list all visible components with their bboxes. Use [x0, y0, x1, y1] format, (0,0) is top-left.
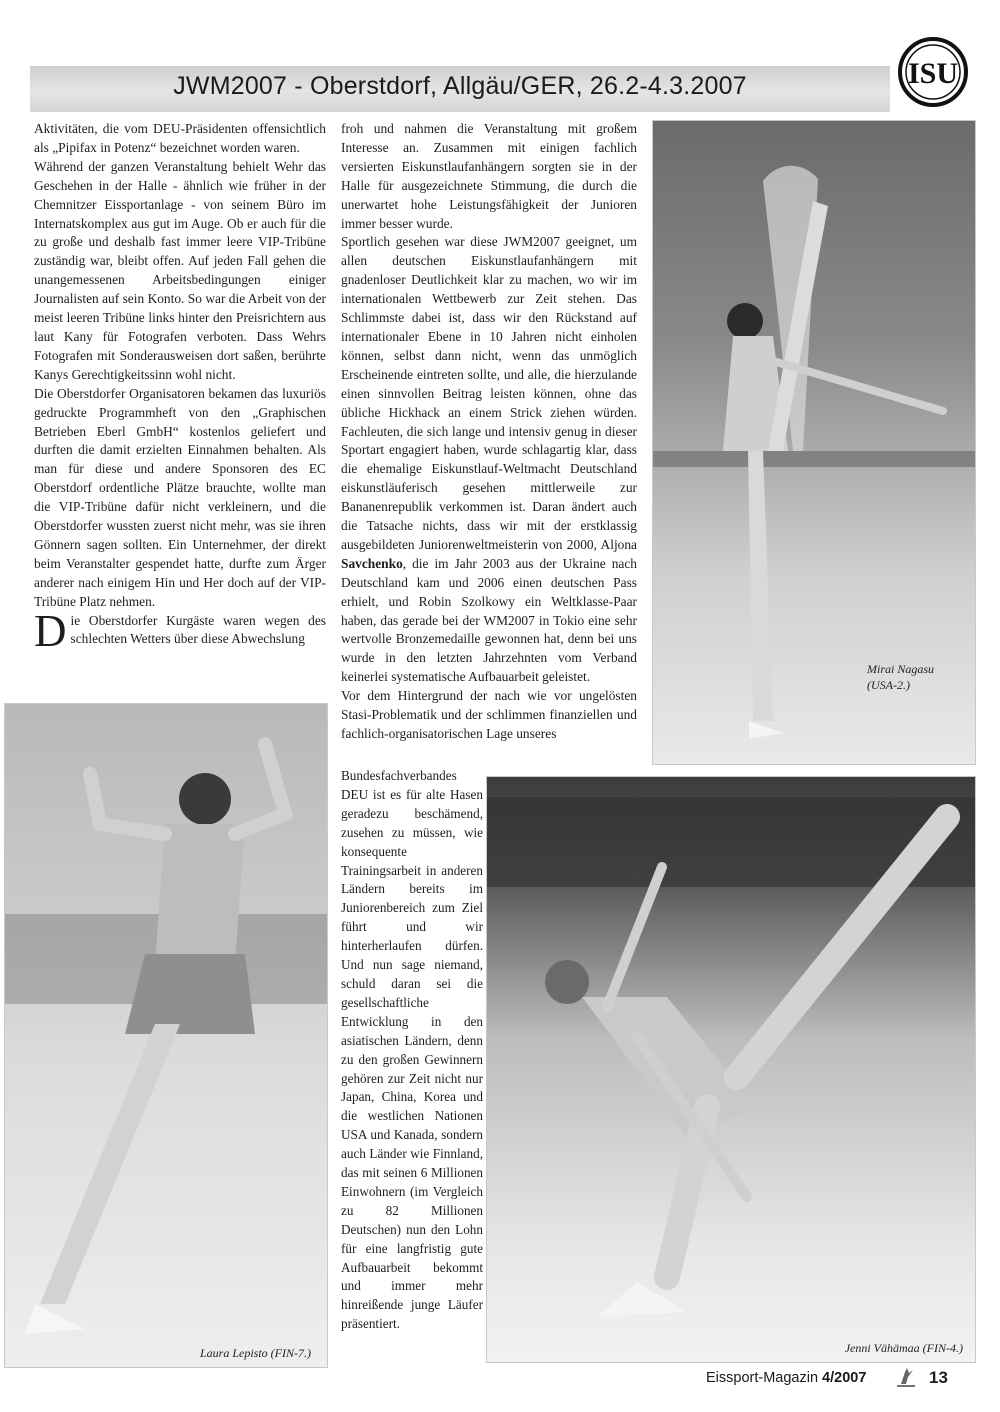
paragraph — [341, 233, 637, 687]
drop-cap: D — [34, 605, 67, 656]
skater-silhouette-icon — [487, 777, 975, 1362]
article-column-1 — [34, 120, 326, 656]
paragraph: Vor dem Hintergrund der nach wie vor ungelösten Stasi-Problematik und der schlimmen finanziellen und fachlich-organisatorischen Lage unseres — [341, 688, 637, 741]
paragraph: Bundesfachverbandes DEU ist es für alte Hasen geradezu beschämend, zusehen zu müssen, wie konsequente Trainingsarbeit in anderen Ländern bereits im Juniorenbereich zum Ziel führt und wir hinterherlaufen dürfen. Und nun sage niemand, schuld daran sei die gesellschaftliche Entwicklung in den asiatischen Ländern, denn zu den großen Gewinnern gehören zur Zeit nicht nur Japan, China, Korea und die westlichen Nationen USA und Kanada, sondern auch Länder wie Finnland, das mit seinen 6 Millionen Einwohnern (im Vergleich zu 82 Millionen Deutschen) nun den Lohn für eine langfristig gute Aufbauarbeit bekommt und immer mehr hinreißende junge Läufer präsentiert. — [341, 768, 483, 1332]
paragraph-text: , die im Jahr 2003 aus der Ukraine nach Deutschland kam und 2006 einen deutschen Pass erhielt, und Robin Szolkowy ein Weltklasse-Paar haben, das gerade bei der WM2007 in Tokio eine sehr wertvolle Bronzemedaille gewonnen hat, denn bei uns wurde in den letzten Jahrzehnten vom Verband keinerlei systematische Aufbauarbeit geleistet. — [341, 555, 637, 685]
photo-laura-lepisto — [4, 703, 328, 1368]
isu-logo-icon — [897, 36, 969, 108]
paragraph: Die Oberstdorfer Organisatoren bekamen das luxuriös gedruckte Programmheft von den „Graphischen Betrieben Eberl GmbH“ kostenlos geliefert und durften die damit erzielten Einnahmen behalten. Als man für diese und andere Sponsoren des EC Oberstdorf ordentliche Plätze brauchte, wollte man die VIP-Tribüne dafür nicht verkleinern, und die Oberstdorfer wussten zuerst nicht mehr, was sie ihren Gönnern sagen sollten. Ein Unternehmer, der direkt beim Veranstalter gespendet hatte, durfte zum Ärger anderer nach einigem Hin und Her doch auf der VIP-Tribüne Platz nehmen. — [34, 385, 326, 609]
caption-rank: (USA-2.) — [867, 678, 910, 692]
photo-jenni-vahamaa — [486, 776, 976, 1363]
article-column-3 — [341, 767, 483, 1334]
skater-logo-icon — [893, 1364, 919, 1390]
article-column-2 — [341, 120, 637, 744]
paragraph: Aktivitäten, die vom DEU-Präsidenten offensichtlich als „Pipifax in Potenz“ bezeichnet worden waren. — [34, 121, 326, 155]
caption-laura: Laura Lepisto (FIN-7.) — [200, 1346, 311, 1360]
paragraph-text: Sportlich gesehen war diese JWM2007 geeignet, um allen deutschen Eiskunstlaufanhängern mit gnadenloser Deutlichkeit klar zu machen, wo wir im internationalen Wettbewerb zur Zeit stehen. Das Schlimmste dabei ist, dass wir den Rückstand auf internationaler Ebene in 10 Jahren nicht einholen können, selbst dann nicht, wenn das unmöglich Erscheinende eintreten sollte, und alle, die hierzulande einen sinnvollen Beitrag leisten können, ohne das übliche Hickhack an einem Strick ziehen würden. Fachleuten, die sich lange und intensiv genug in dieser Sportart engagiert haben, wurde schlagartig klar, dass die ehemalige Eiskunstlauf-Weltmacht Deutschland eiskunstläuferisch gesehen mittlerweile zur Bananenrepublik verkommen ist. Daran ändert auch die Tatsache nichts, dass wir mit der erstklassig ausgebildeten Juniorenweltmeisterin von 2000, Aljona — [341, 234, 637, 552]
skater-silhouette-icon — [5, 704, 327, 1367]
bold-name: Savchenko — [341, 555, 403, 571]
caption-jenni: Jenni Vähämaa (FIN-4.) — [844, 1341, 963, 1355]
page-number: 13 — [929, 1368, 948, 1387]
paragraph: Während der ganzen Veranstaltung behielt Wehr das Geschehen in der Halle - ähnlich wie früher in der Chemnitzer Eissportanlage - von seinem Büro im Internatskomplex aus gut im Auge. Ob er auch für die zu große und deshalb fast immer leere VIP-Tribüne zuständig war, bleibt offen. Auf jeden Fall gehen die unangemessenen Arbeitsbedingungen einiger Journalisten auf sein Konto. So war die Arbeit von der meist leeren Tribüne links hinter den Preisrichtern aus laut Kany für Fotografen verboten. Dass Wehrs Fotografen mit Sonderausweisen dort saßen, berührte Kanys Gerechtigkeitssinn wohl nicht. — [34, 158, 326, 382]
paragraph-text: ie Oberstdorfer Kurgäste waren wegen des schlechten Wetters über diese Abwechslung — [70, 612, 326, 647]
issue-number: 4/2007 — [822, 1370, 867, 1386]
photo-mirai-nagasu — [652, 120, 976, 765]
page-title: JWM2007 - Oberstdorf, Allgäu/GER, 26.2-4.3.2007 — [173, 72, 747, 100]
caption-mirai — [867, 661, 934, 693]
footer-magazine — [706, 1370, 866, 1386]
magazine-name: Eissport-Magazin — [706, 1370, 819, 1386]
isu-logo-text: ISU — [907, 57, 959, 90]
paragraph-dropcap — [34, 605, 326, 656]
caption-name: Mirai Nagasu — [867, 662, 935, 676]
paragraph: froh und nahmen die Veranstaltung mit großem Interesse an. Zusammen mit einigen fachlich versierten Eiskunstlaufanhängern sorgten sie in der Halle für ausgezeichnete Stimmung, die durch die unerwartet hohe Leistungsfähigkeit der Junioren immer besser wurde. — [341, 121, 637, 231]
